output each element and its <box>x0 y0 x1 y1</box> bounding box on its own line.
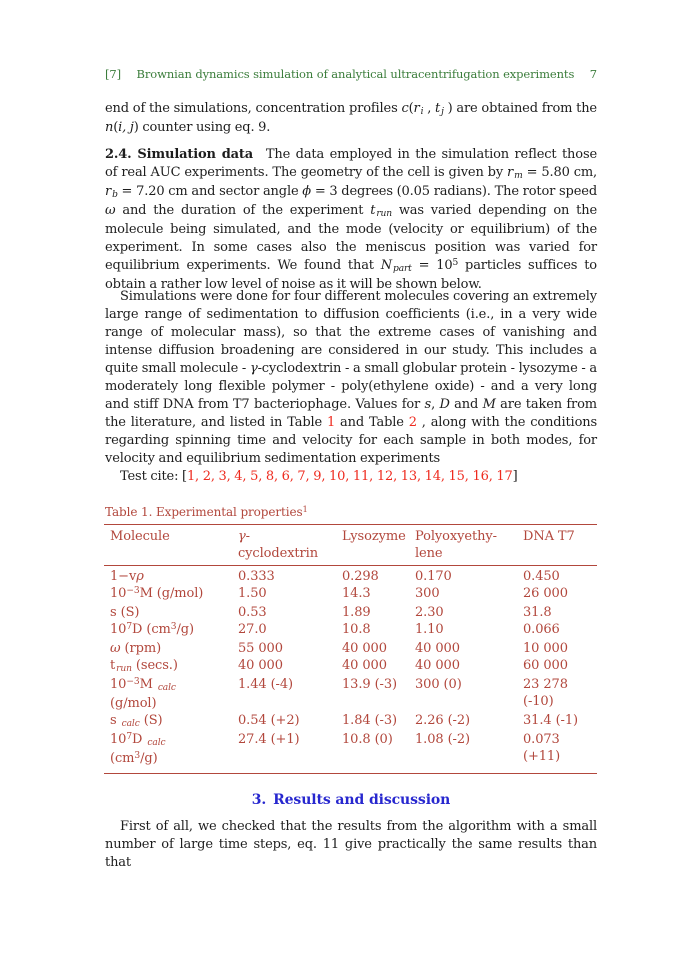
cell-line: 300 <box>415 586 440 601</box>
cell-line: 40 000 <box>415 658 460 673</box>
table-cell <box>342 676 415 712</box>
text-segment: D (cm <box>132 622 171 637</box>
text-segment: −3 <box>126 676 140 687</box>
table-caption <box>105 505 597 519</box>
text-segment: Table 1. Experimental properties <box>105 505 303 519</box>
cell-line: 1.50 <box>238 586 267 601</box>
table-cell <box>523 585 597 604</box>
cell-line: 1.44 (-4) <box>238 677 293 692</box>
table-cell <box>415 676 523 712</box>
citation-link[interactable]: 2 <box>408 415 417 430</box>
row-label-cell <box>104 621 238 640</box>
cell-line: 13.9 (-3) <box>342 677 397 692</box>
table-cell <box>342 657 415 676</box>
row-label-cell <box>104 604 238 621</box>
cell-line: 1.08 (-2) <box>415 732 470 747</box>
cell-line <box>110 712 238 731</box>
row-label-cell <box>104 657 238 676</box>
cell-line: 10 000 <box>523 641 568 656</box>
text-segment: The data employed in the simulation reflect those of real AUC experiments. The geometry of the cell is given by <box>105 147 598 180</box>
cell-line: 2.30 <box>415 605 444 620</box>
table-cell <box>238 657 342 676</box>
experimental-properties-table <box>104 524 597 774</box>
table-cell <box>238 585 342 604</box>
text-segment: t <box>435 101 441 116</box>
table-row <box>104 731 597 769</box>
cell-line: (-10) <box>523 694 554 709</box>
text-segment: 10 <box>110 677 127 692</box>
cell-line: 0.333 <box>238 569 275 584</box>
table-cell <box>523 604 597 621</box>
table-cell <box>415 731 523 769</box>
cell-line: 40 000 <box>342 641 387 656</box>
cell-line: 10.8 (0) <box>342 732 393 747</box>
text-segment: (secs.) <box>131 658 178 673</box>
text-segment: run <box>116 664 132 675</box>
text-segment: 10 <box>110 622 127 637</box>
cell-line: 2.26 (-2) <box>415 713 470 728</box>
cell-line: 1.84 (-3) <box>342 713 397 728</box>
text-segment: cyclodextrin <box>238 546 319 561</box>
cell-line: 26 000 <box>523 586 568 601</box>
table-header-cell <box>342 528 415 562</box>
text-segment: D <box>439 397 450 412</box>
text-segment: c <box>401 101 409 116</box>
text-segment: 5 <box>452 257 459 268</box>
table-cell <box>342 712 415 731</box>
table-cell <box>523 621 597 640</box>
table-row <box>104 568 597 585</box>
cell-line: 0.170 <box>415 569 452 584</box>
table-cell <box>238 712 342 731</box>
text-segment: ρ <box>136 569 144 584</box>
table-cell <box>415 568 523 585</box>
table-row <box>104 604 597 621</box>
cell-line <box>110 750 238 769</box>
paragraph-intro <box>105 100 597 137</box>
header-citation-label: [7] <box>105 67 121 81</box>
row-label-cell <box>104 568 238 585</box>
header-page-number: 7 <box>589 67 597 81</box>
text-segment: was varied depending on the molecule being simulated, and the mode (velocity or equilibrium) of the experiment. In some cases also the meniscus position was varied for equilibrium experiments. We found that <box>105 203 598 273</box>
text-segment: M (g/mol) <box>139 586 204 601</box>
text-segment: i, j <box>118 120 134 135</box>
text-segment: t <box>110 658 116 673</box>
text-segment: 3 <box>134 750 141 761</box>
text-segment: = 7.20 cm and sector angle <box>117 184 303 199</box>
table-cell <box>342 621 415 640</box>
cell-line <box>110 585 238 604</box>
text-segment: ω <box>110 641 121 656</box>
text-segment: D <box>132 732 147 747</box>
text-segment: (S) <box>139 713 163 728</box>
text-segment: 1−v <box>110 569 137 584</box>
text-segment: Simulations were done for four different molecules covering an extremely large range of sedimentation to diffusion coefficients (i.e., in a very wide range of molecular mass), so that the extreme cases of vanishing and intense diffusion broadening are considered in our study. This includes a quite small molecule - <box>105 289 597 376</box>
text-segment: s <box>110 713 121 728</box>
text-segment: run <box>376 209 392 220</box>
table-cell <box>238 568 342 585</box>
table-cell <box>415 712 523 731</box>
text-segment: m <box>514 171 523 182</box>
header-title: Brownian dynamics simulation of analytical ultracentrifugation experiments <box>136 67 575 81</box>
text-segment: 7 <box>126 731 133 742</box>
text-segment: and <box>449 397 483 412</box>
text-segment: , along with the conditions regarding spinning time and velocity for each sample in both modes, for velocity and equilibrium sedimentation experiments <box>105 415 597 466</box>
table-cell <box>238 621 342 640</box>
text-segment: t <box>370 203 376 218</box>
table-cell <box>238 731 342 769</box>
table-header-cell <box>415 528 523 562</box>
cell-line: 27.0 <box>238 622 267 637</box>
text-segment: 10 <box>110 586 127 601</box>
cell-line <box>238 528 342 545</box>
text-segment: -cyclodextrin - a small globular protein - lysozyme - a moderately long flexible polymer - poly(ethylene oxide) - and a very long and stiff DNA from T7 bacteriophage. Values for <box>105 361 597 412</box>
table-cell <box>415 604 523 621</box>
table-header-row <box>104 528 597 566</box>
table-cell <box>238 604 342 621</box>
cell-line: 23 278 <box>523 677 568 692</box>
cell-line <box>110 568 238 585</box>
text-segment: (rpm) <box>120 641 162 656</box>
text-segment: (cm <box>110 751 135 766</box>
text-segment: First of all, we checked that the results from the algorithm with a small number of large time steps, eq. 11 give practically the same results than that <box>105 819 597 870</box>
table-cell <box>238 640 342 657</box>
text-segment: 1 <box>302 504 308 515</box>
text-segment: part <box>393 264 412 275</box>
text-segment: i <box>420 107 424 118</box>
table-cell <box>415 585 523 604</box>
cell-line: 27.4 (+1) <box>238 732 300 747</box>
row-label-cell <box>104 585 238 604</box>
text-segment: calc <box>157 683 176 694</box>
cell-line: 40 000 <box>342 658 387 673</box>
text-segment: j <box>441 107 444 118</box>
text-segment: s (S) <box>110 605 140 620</box>
text-segment: and the duration of the experiment <box>115 203 371 218</box>
paragraph-results-intro <box>105 818 597 872</box>
table-cell <box>415 657 523 676</box>
paragraph-simulations <box>105 288 597 468</box>
text-segment: particles suffices to obtain a rather low level of noise as it will be shown below. <box>105 258 597 292</box>
table-cell <box>523 731 597 769</box>
text-segment: lene <box>415 546 443 561</box>
table-row <box>104 640 597 657</box>
cell-line: 1.10 <box>415 622 444 637</box>
table-cell <box>415 621 523 640</box>
cell-line: 1.89 <box>342 605 371 620</box>
paragraph-simulation-data <box>105 146 597 294</box>
cell-line: 0.066 <box>523 622 560 637</box>
text-segment: r <box>507 165 514 180</box>
text-segment: , <box>423 101 436 116</box>
table-cell <box>342 604 415 621</box>
text-segment: Lysozyme <box>342 529 406 544</box>
text-segment: 2.4. Simulation data <box>105 147 254 162</box>
cell-line: 0.073 <box>523 732 560 747</box>
cell-line <box>110 621 238 640</box>
text-segment: , <box>431 397 440 412</box>
cell-line: 60 000 <box>523 658 568 673</box>
text-segment: ϕ <box>302 184 312 199</box>
text-segment: - <box>245 529 250 544</box>
text-segment: ( <box>408 101 414 116</box>
cell-line <box>110 640 238 657</box>
table-header-cell <box>238 528 342 562</box>
text-segment: γ <box>249 361 258 376</box>
table-row <box>104 621 597 640</box>
cell-line: 31.4 (-1) <box>523 713 578 728</box>
text-segment: Polyoxyethy- <box>415 529 497 544</box>
table-cell <box>523 568 597 585</box>
text-segment: ( <box>113 120 119 135</box>
cell-line: 31.8 <box>523 605 552 620</box>
cell-line: 10.8 <box>342 622 371 637</box>
row-label-cell <box>104 731 238 769</box>
text-segment: M <box>139 677 157 692</box>
cell-line: 55 000 <box>238 641 283 656</box>
table-cell <box>342 731 415 769</box>
text-segment: ) are obtained from the <box>443 101 597 116</box>
table-cell <box>415 640 523 657</box>
row-label-cell <box>104 712 238 731</box>
cell-line <box>110 676 238 695</box>
cell-line: 40 000 <box>415 641 460 656</box>
text-segment: and Table <box>335 415 409 430</box>
cell-line <box>415 545 523 562</box>
table-cell <box>523 712 597 731</box>
table-cell <box>238 676 342 712</box>
cell-line <box>110 657 238 676</box>
text-segment: N <box>380 258 393 273</box>
text-segment: calc <box>121 719 140 730</box>
cell-line: 0.450 <box>523 569 560 584</box>
text-segment: ] <box>512 469 518 484</box>
table-row <box>104 657 597 676</box>
cell-line: (+11) <box>523 749 561 764</box>
cell-line <box>415 528 523 545</box>
cell-line: 0.53 <box>238 605 267 620</box>
table-cell <box>523 640 597 657</box>
table-cell <box>342 568 415 585</box>
text-segment: γ <box>238 529 246 544</box>
text-segment: Molecule <box>110 529 170 544</box>
cell-line <box>110 604 238 621</box>
text-segment: are taken from the literature, and listed in Table <box>105 397 597 430</box>
table-cell <box>342 585 415 604</box>
citation-link[interactable]: 1 <box>326 415 336 430</box>
text-segment: (g/mol) <box>110 696 157 711</box>
text-segment: 7 <box>126 621 133 632</box>
table-row <box>104 676 597 712</box>
cell-line: 300 (0) <box>415 677 462 692</box>
text-segment: r <box>413 101 420 116</box>
cell-line <box>110 731 238 750</box>
text-segment: /g) <box>140 751 158 766</box>
running-header <box>105 67 597 81</box>
cell-line <box>110 528 238 545</box>
cell-line: 14.3 <box>342 586 371 601</box>
text-segment: b <box>112 190 118 201</box>
paragraph-test-cite <box>105 468 597 486</box>
citation-link[interactable]: 1, 2, 3, 4, 5, 8, 6, 7, 9, 10, 11, 12, 13, 14, 15, 16, 17 <box>186 469 513 484</box>
table-cell <box>523 657 597 676</box>
table-row <box>104 712 597 731</box>
text-segment: ω <box>105 203 116 218</box>
cell-line <box>238 545 342 562</box>
cell-line <box>523 528 597 545</box>
text-segment: M <box>482 397 496 412</box>
table-cell <box>342 640 415 657</box>
row-label-cell <box>104 676 238 712</box>
section-heading: 3. Results and discussion <box>251 792 451 808</box>
cell-line: 40 000 <box>238 658 283 673</box>
text-segment: r <box>105 184 112 199</box>
text-segment: 3 <box>170 621 177 632</box>
text-segment: ) counter using eq. 9. <box>133 120 271 135</box>
cell-line: 0.54 (+2) <box>238 713 300 728</box>
text-segment: = 3 degrees (0.05 radians). The rotor speed <box>311 184 597 199</box>
text-segment: DNA T7 <box>523 529 575 544</box>
row-label-cell <box>104 640 238 657</box>
text-segment: 10 <box>110 732 127 747</box>
cell-line <box>342 528 415 545</box>
table-cell <box>523 676 597 712</box>
cell-line <box>110 695 238 712</box>
text-segment: calc <box>147 738 166 749</box>
text-segment: s <box>424 397 432 412</box>
text-segment: end of the simulations, concentration profiles <box>105 101 402 116</box>
text-segment: /g) <box>176 622 194 637</box>
text-segment: Test cite: [ <box>120 469 187 484</box>
table-header-cell <box>523 528 597 562</box>
text-segment: n <box>105 120 114 135</box>
text-segment: = 5.80 cm, <box>522 165 597 180</box>
text-segment: = 10 <box>411 258 453 273</box>
text-segment: −3 <box>126 585 140 596</box>
table-header-cell <box>104 528 238 562</box>
table-row <box>104 585 597 604</box>
cell-line: 0.298 <box>342 569 379 584</box>
